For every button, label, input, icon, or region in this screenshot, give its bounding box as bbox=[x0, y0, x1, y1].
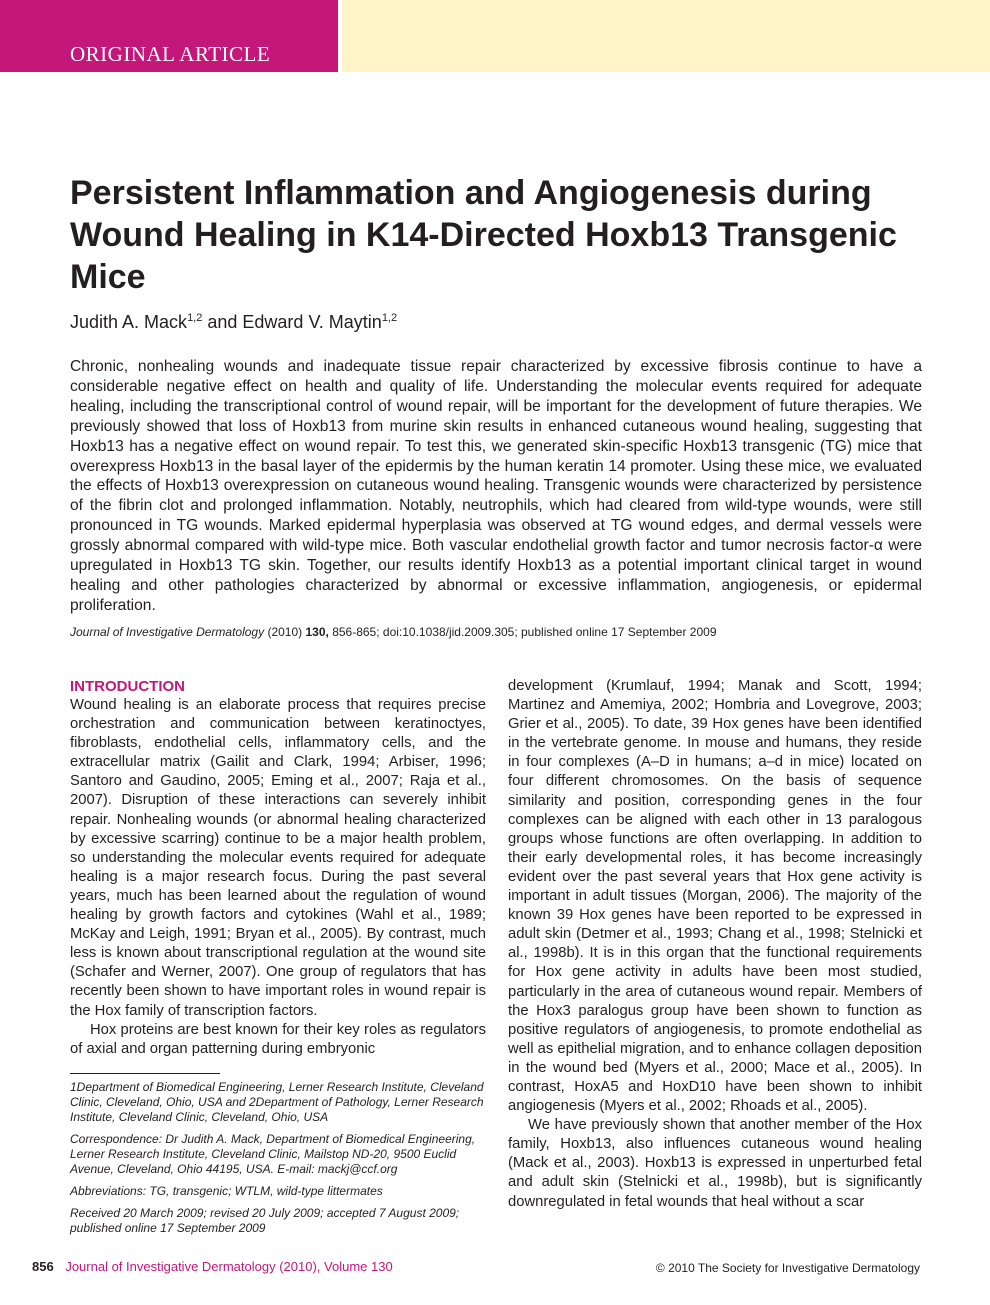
author-joiner: and bbox=[202, 312, 243, 332]
author-list bbox=[70, 306, 397, 334]
footnote-dates: Received 20 March 2009; revised 20 July 2009; accepted 7 August 2009; published online 17 September 2009 bbox=[70, 1206, 460, 1235]
abstract: Chronic, nonhealing wounds and inadequate tissue repair characterized by excessive fibrosis continue to have a considerable negative effect on health and quality of life. Understanding the molecular events required for adequate healing, including the transcriptional control of wound repair, will be important for the development of future therapies. We previously showed that loss of Hoxb13 from murine skin results in enhanced cutaneous wound healing, suggesting that Hoxb13 has a negative effect on wound repair. To test this, we generated skin-specific Hoxb13 transgenic (TG) mice that overexpress Hoxb13 in the basal layer of the epidermis by the human keratin 14 promoter. Using these mice, we evaluated the effects of Hoxb13 overexpression on cutaneous wound healing. Transgenic wounds were characterized by persistence of the fibrin clot and prolonged inflammation. Notably, neutrophils, which had cleared from wild-type wounds, were still pronounced in TG wounds. Marked epidermal hyperplasia was observed at TG wound edges, and dermal vessels were grossly abnormal compared with wild-type mice. Both vascular endothelial growth factor and tumor necrosis factor-α were upregulated in Hoxb13 TG skin. Together, our results identify Hoxb13 as a potential important clinical target in wound healing and other pathologies characterized by abnormal or excessive inflammation, angiogenesis, or epidermal proliferation. bbox=[70, 358, 922, 614]
body-paragraph: Wound healing is an elaborate process that requires precise orchestration and communication between keratinoctyes, fibroblasts, endothelial cells, inflammatory cells, and the extracellular matrix (Gailit and Clark, 1994; Arbiser, 1996; Santoro and Gaudino, 2005; Eming et al., 2007; Raja et al., 2007). Disruption of these interactions can severely inhibit repair. Nonhealing wounds (or abnormal healing characterized by excessive scarring) continue to be a major health problem, so understanding the molecular events required for adequate healing is a major research focus. During the past several years, much has been learned about the regulation of wound healing by growth factors and cytokines (Wahl et al., 1989; McKay and Leigh, 1991; Bryan et al., 2005). By contrast, much less is known about transcriptional regulation at the wound site (Schafer and Werner, 2007). One group of regulators that has recently been shown to have important roles in wound repair is the Hox family of transcription factors. bbox=[70, 697, 486, 1019]
section-heading-introduction: INTRODUCTION bbox=[70, 678, 185, 695]
author-name: Judith A. Mack bbox=[70, 312, 188, 332]
author-affiliation: 1,2 bbox=[187, 312, 203, 324]
page-number: 856 bbox=[32, 1259, 54, 1274]
citation-details: 856-865; doi:10.1038/jid.2009.305; published online 17 September 2009 bbox=[332, 625, 717, 639]
header-band bbox=[342, 0, 990, 72]
footnote-affiliations: 1Department of Biomedical Engineering, Lerner Research Institute, Cleveland Clinic, Cleveland, Ohio, USA and 2Department of Pathology, Lerner Research Institute, Cleveland Clinic, Cleveland, Ohio, USA bbox=[70, 1080, 484, 1124]
citation-volume: 130, bbox=[305, 625, 329, 639]
article-type-label: ORIGINAL ARTICLE bbox=[70, 42, 271, 66]
footer-journal: Journal of Investigative Dermatology (2010), Volume 130 bbox=[65, 1259, 393, 1274]
author-affiliation: 1,2 bbox=[381, 312, 398, 324]
citation-line bbox=[70, 624, 930, 640]
footnote-divider bbox=[70, 1073, 220, 1074]
body-paragraph: Hox proteins are best known for their key roles as regulators of axial and organ patterning during embryonic bbox=[70, 1021, 486, 1057]
left-column bbox=[70, 677, 486, 1059]
right-column bbox=[508, 677, 922, 1212]
footnote-abbreviations: Abbreviations: TG, transgenic; WTLM, wild-type littermates bbox=[70, 1184, 383, 1198]
citation-year: (2010) bbox=[267, 625, 303, 639]
footnote-correspondence: Correspondence: Dr Judith A. Mack, Department of Biomedical Engineering, Lerner Research Institute, Cleveland Clinic, Mailstop ND-20, 9500 Euclid Avenue, Cleveland, Ohio 44195, USA. E-mail: mackj@ccf.org bbox=[70, 1132, 476, 1176]
copyright-notice: © 2010 The Society for Investigative Dermatology bbox=[655, 1261, 920, 1275]
body-paragraph: We have previously shown that another member of the Hox family, Hoxb13, also influences cutaneous wound healing (Mack et al., 2003). Hoxb13 is expressed in unperturbed fetal and adult skin (Stelnicki et al., 1998b), but is significantly downregulated in fetal wounds that heal without a scar bbox=[508, 1117, 922, 1210]
article-type-banner bbox=[0, 0, 338, 72]
footnotes bbox=[70, 1080, 486, 1243]
citation-journal: Journal of Investigative Dermatology bbox=[70, 625, 265, 639]
article-title: Persistent Inflammation and Angiogenesis during Wound Healing in K14-Directed Hoxb13 Transgenic Mice bbox=[70, 174, 897, 296]
body-paragraph: development (Krumlauf, 1994; Manak and Scott, 1994; Martinez and Amemiya, 2002; Hombria and Lovegrove, 2003; Grier et al., 2005). To date, 39 Hox genes have been identified in the vertebrate genome. In mouse and humans, they reside in four complexes (A–D in humans; a–d in mice) located on four different chromosomes. On the basis of sequence similarity and position, corresponding genes in the four complexes can be aligned with each other in 13 paralogous groups whose functions are often overlapping. In addition to their early developmental roles, it has become increasingly evident over the past several years that Hox gene activity is important in adult tissues (Morgan, 2006). The majority of the known 39 Hox genes have been reported to be expressed in adult skin (Detmer et al., 1993; Chang et al., 1998; Stelnicki et al., 1998b). It is in this organ that the functional requirements for Hox gene activity in adults have been most studied, particularly in the area of cutaneous wound repair. Members of the Hox3 paralogus group have been shown to function as positive regulators of angiogenesis, to promote endothelial as well as epithelial migration, and to enhance collagen deposition in the wound bed (Myers et al., 2000; Mace et al., 2005). In contrast, HoxA5 and HoxD10 have been shown to inhibit angiogenesis (Myers et al., 2002; Rhoads et al., 2005). bbox=[508, 678, 922, 1115]
page-footer bbox=[32, 1259, 393, 1275]
author-name: Edward V. Maytin bbox=[242, 312, 382, 332]
